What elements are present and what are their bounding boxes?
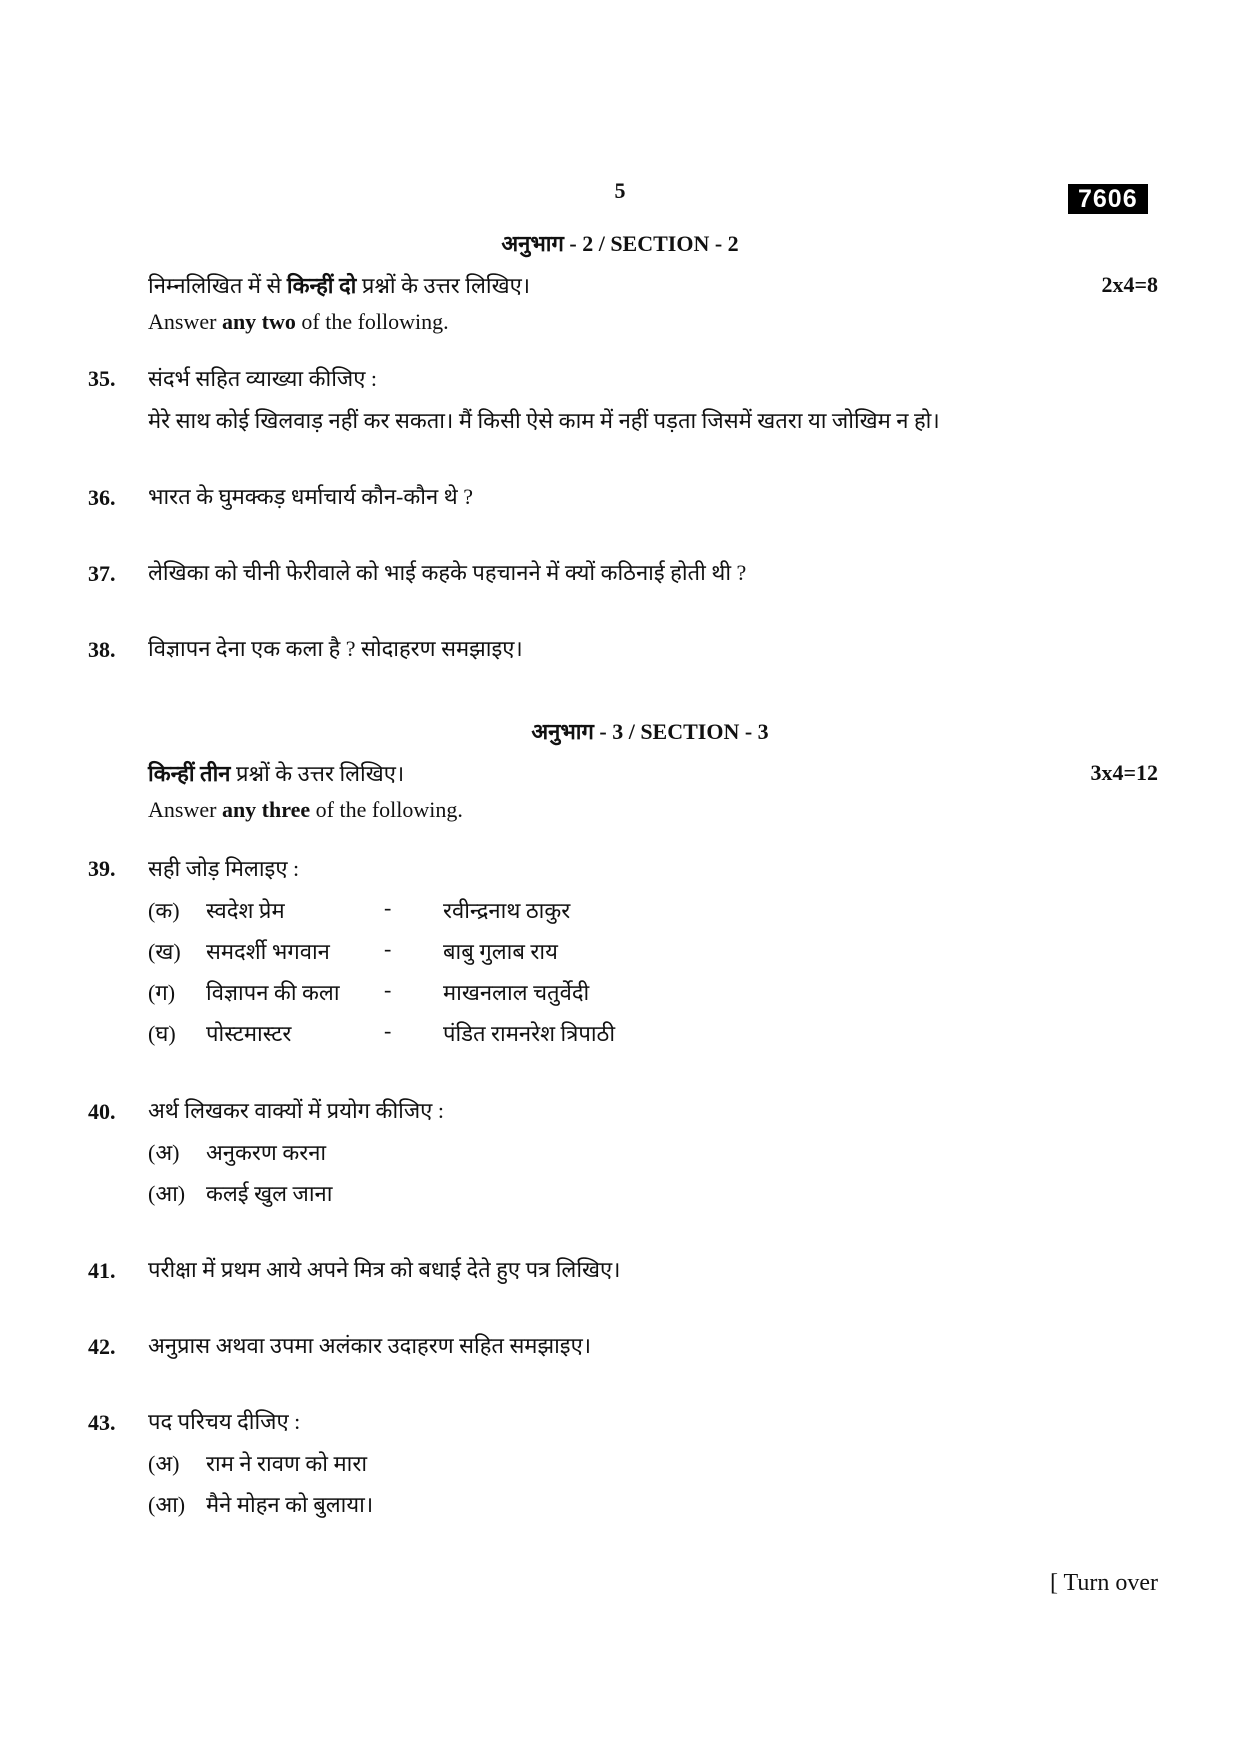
page-number: 5 xyxy=(614,178,626,203)
paper-code-badge: 7606 xyxy=(1068,184,1148,214)
match-left-item: विज्ञापन की कला xyxy=(206,980,340,1005)
question-text: विज्ञापन देना एक कला है ? सोदाहरण समझाइए। xyxy=(148,636,523,661)
sub-item-text: मैने मोहन को बुलाया। xyxy=(206,1492,374,1517)
match-right-item: माखनलाल चतुर्वेदी xyxy=(443,980,590,1005)
match-left-item: स्वदेश प्रेम xyxy=(206,898,285,923)
question-text: भारत के घुमक्कड़ धर्माचार्य कौन-कौन थे ? xyxy=(148,484,473,509)
match-right-item: पंडित रामनरेश त्रिपाठी xyxy=(443,1021,616,1046)
match-left-item: पोस्टमास्टर xyxy=(206,1021,292,1046)
section-2-instruction-hindi: निम्नलिखित में से किन्हीं दो प्रश्नों के उत्तर लिखिए। xyxy=(148,273,531,298)
question-number: 37. xyxy=(88,561,116,586)
question-text: परीक्षा में प्रथम आये अपने मित्र को बधाई देते हुए पत्र लिखिए। xyxy=(148,1257,621,1282)
question-number: 42. xyxy=(88,1334,116,1359)
question-number: 38. xyxy=(88,637,116,662)
sub-item-label: (आ) xyxy=(148,1492,186,1517)
question-number: 36. xyxy=(88,485,116,510)
match-right-item: बाबु गुलाब राय xyxy=(443,939,558,964)
sub-item-text: राम ने रावण को मारा xyxy=(206,1451,368,1476)
section-3-title: अनुभाग - 3 / SECTION - 3 xyxy=(531,719,769,744)
question-subtext: मेरे साथ कोई खिलवाड़ नहीं कर सकता। मैं किसी ऐसे काम में नहीं पड़ता जिसमें खतरा या जोखिम न हो। xyxy=(148,408,940,433)
section-2-marks: 2x4=8 xyxy=(1101,272,1158,297)
match-label: (घ) xyxy=(148,1021,176,1046)
match-right-item: रवीन्द्रनाथ ठाकुर xyxy=(443,898,571,923)
turn-over-note: [ Turn over xyxy=(1049,1570,1158,1596)
question-number: 41. xyxy=(88,1258,116,1283)
section-2-title: अनुभाग - 2 / SECTION - 2 xyxy=(501,231,739,256)
question-number: 35. xyxy=(88,366,116,391)
match-dash: - xyxy=(384,1018,392,1043)
match-left-item: समदर्शी भगवान xyxy=(206,939,330,964)
match-label: (ख) xyxy=(148,939,181,964)
sub-item-label: (अ) xyxy=(148,1451,180,1476)
match-label: (क) xyxy=(148,898,180,923)
section-3-instruction-hindi: किन्हीं तीन प्रश्नों के उत्तर लिखिए। xyxy=(148,761,405,786)
section-3-marks: 3x4=12 xyxy=(1090,760,1158,785)
question-number: 39. xyxy=(88,856,116,881)
section-3-instruction-english: Answer any three of the following. xyxy=(148,797,463,822)
sub-item-label: (आ) xyxy=(148,1181,186,1206)
question-text: अर्थ लिखकर वाक्यों में प्रयोग कीजिए : xyxy=(148,1098,444,1123)
section-2-instruction-english: Answer any two of the following. xyxy=(148,309,449,334)
question-text: पद परिचय दीजिए : xyxy=(148,1409,301,1434)
sub-item-text: अनुकरण करना xyxy=(206,1140,327,1165)
sub-item-text: कलई खुल जाना xyxy=(206,1181,333,1206)
match-dash: - xyxy=(384,977,392,1002)
question-number: 40. xyxy=(88,1099,116,1124)
question-number: 43. xyxy=(88,1410,116,1435)
match-dash: - xyxy=(384,936,392,961)
match-dash: - xyxy=(384,895,392,920)
question-text: अनुप्रास अथवा उपमा अलंकार उदाहरण सहित समझाइए। xyxy=(148,1333,592,1358)
match-label: (ग) xyxy=(148,980,176,1005)
sub-item-label: (अ) xyxy=(148,1140,180,1165)
question-text: सही जोड़ मिलाइए : xyxy=(148,856,300,881)
question-text: लेखिका को चीनी फेरीवाले को भाई कहके पहचानने में क्यों कठिनाई होती थी ? xyxy=(148,560,747,585)
question-text: संदर्भ सहित व्याख्या कीजिए : xyxy=(148,366,378,391)
